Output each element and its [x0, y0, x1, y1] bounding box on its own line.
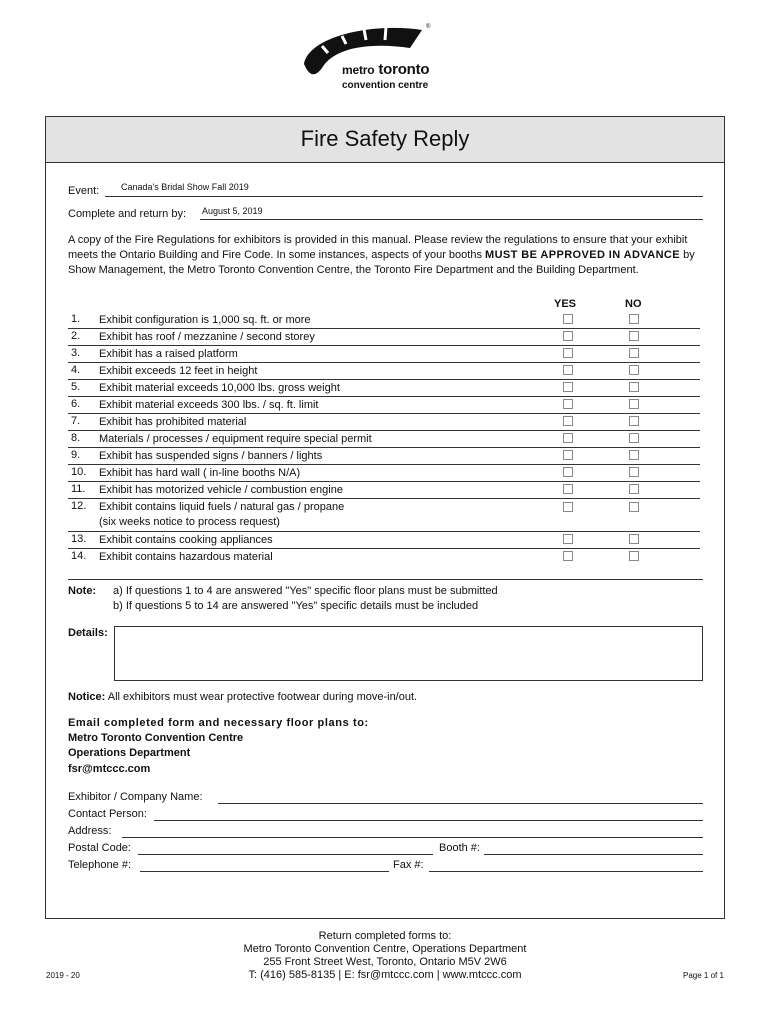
logo-toronto: toronto	[378, 61, 430, 78]
question-row-2	[68, 329, 700, 346]
complete-by-value: August 5, 2019	[202, 206, 263, 216]
event-value: Canada's Bridal Show Fall 2019	[121, 182, 249, 192]
no-checkbox[interactable]	[629, 348, 639, 358]
no-checkbox[interactable]	[629, 416, 639, 426]
question-text: Materials / processes / equipment require special permit	[99, 433, 372, 445]
page-title: Fire Safety Reply	[300, 126, 470, 151]
notice-label: Notice:	[68, 691, 106, 703]
footer-line-2: Metro Toronto Convention Centre, Operations Department	[243, 943, 527, 955]
question-row-9	[68, 448, 700, 465]
question-row-1	[68, 312, 700, 329]
booth-label: Booth #:	[439, 842, 480, 854]
booth-field[interactable]	[484, 841, 703, 855]
yes-checkbox[interactable]	[563, 416, 573, 426]
phone-field[interactable]	[140, 858, 389, 872]
note-b: b) If questions 5 to 14 are answered "Yes" specific details must be included	[113, 600, 479, 612]
email-org: Metro Toronto Convention Centre	[68, 732, 244, 744]
footer-line-4: T: (416) 585-8135 | E: fsr@mtccc.com | www.mtccc.com	[248, 969, 522, 981]
contact-label: Contact Person:	[68, 808, 147, 820]
intro-bold-2: APPROVED IN ADVANCE	[540, 249, 681, 261]
yes-checkbox[interactable]	[563, 365, 573, 375]
yes-checkbox[interactable]	[563, 551, 573, 561]
intro-text-1: A copy of the Fire Regulations for exhibitors is provided in this manual. Please review the regulations to ensure that your exhibit meets the Ontario Building and Fire Code. In some instances, aspects of your booths	[68, 234, 688, 261]
yes-checkbox[interactable]	[563, 467, 573, 477]
question-row-6	[68, 397, 700, 414]
address-field[interactable]	[122, 824, 703, 838]
question-number: 7.	[71, 415, 81, 427]
question-row-8	[68, 431, 700, 448]
contact-field[interactable]	[154, 807, 703, 821]
question-text: Exhibit material exceeds 300 lbs. / sq. ft. limit	[99, 399, 319, 411]
question-text: Exhibit has motorized vehicle / combustion engine	[99, 484, 343, 496]
intro-bold-1: MUST BE	[485, 249, 538, 261]
question-text: Exhibit material exceeds 10,000 lbs. gross weight	[99, 382, 340, 394]
page-number: Page 1 of 1	[683, 971, 724, 980]
yes-checkbox[interactable]	[563, 399, 573, 409]
question-number: 3.	[71, 347, 81, 359]
phone-label: Telephone #:	[68, 859, 131, 871]
yes-checkbox[interactable]	[563, 502, 573, 512]
yes-checkbox[interactable]	[563, 484, 573, 494]
question-row-5	[68, 380, 700, 397]
fax-label: Fax #:	[393, 859, 424, 871]
no-checkbox[interactable]	[629, 382, 639, 392]
complete-by-label: Complete and return by:	[68, 208, 187, 220]
question-row-14	[68, 549, 700, 566]
question-text: Exhibit has hard wall ( in-line booths N/A)	[99, 467, 301, 479]
no-checkbox[interactable]	[629, 450, 639, 460]
question-row-7	[68, 414, 700, 431]
no-checkbox[interactable]	[629, 331, 639, 341]
no-checkbox[interactable]	[629, 484, 639, 494]
title-bar	[46, 117, 724, 163]
no-checkbox[interactable]	[629, 467, 639, 477]
intro-text-2: by Show Management, the Metro Toronto Convention Centre, the Toronto Fire Department and the Building Department.	[68, 249, 695, 276]
no-checkbox[interactable]	[629, 502, 639, 512]
yes-checkbox[interactable]	[563, 534, 573, 544]
logo-line-1	[342, 61, 429, 78]
email-address[interactable]: fsr@mtccc.com	[68, 763, 151, 775]
registered-mark: ®	[426, 24, 431, 30]
notice	[68, 691, 417, 703]
note-a: a) If questions 1 to 4 are answered "Yes" specific floor plans must be submitted	[113, 585, 498, 597]
exhibitor-label: Exhibitor / Company Name:	[68, 791, 203, 803]
question-text: Exhibit exceeds 12 feet in height	[99, 365, 258, 377]
question-text: Exhibit contains cooking appliances	[99, 534, 273, 546]
question-row-3	[68, 346, 700, 363]
footer-line-1: Return completed forms to:	[318, 930, 452, 942]
email-heading: Email completed form and necessary floor plans to:	[68, 717, 369, 729]
question-number: 6.	[71, 398, 81, 410]
question-number: 11.	[71, 483, 86, 495]
question-text: Exhibit has suspended signs / banners / lights	[99, 450, 323, 462]
postal-field[interactable]	[138, 841, 433, 855]
question-row-4	[68, 363, 700, 380]
details-textarea[interactable]	[114, 626, 703, 681]
no-header: NO	[625, 298, 642, 310]
version-label: 2019 - 20	[46, 971, 80, 980]
no-checkbox[interactable]	[629, 399, 639, 409]
question-number: 8.	[71, 432, 81, 444]
question-number: 13.	[71, 533, 87, 545]
intro-paragraph	[68, 233, 703, 278]
question-row-10	[68, 465, 700, 482]
yes-checkbox[interactable]	[563, 314, 573, 324]
logo-metro: metro	[342, 63, 375, 77]
details-label: Details:	[68, 627, 108, 639]
question-number: 4.	[71, 364, 81, 376]
question-text: Exhibit has roof / mezzanine / second storey	[99, 331, 315, 343]
no-checkbox[interactable]	[629, 433, 639, 443]
email-dept: Operations Department	[68, 747, 191, 759]
complete-by-field[interactable]	[200, 206, 703, 220]
yes-checkbox[interactable]	[563, 382, 573, 392]
note-label: Note:	[68, 585, 97, 597]
logo-line-2: convention centre	[342, 80, 429, 91]
mtcc-logo	[298, 18, 478, 96]
question-subtext: (six weeks notice to process request)	[99, 516, 280, 528]
question-number: 1.	[71, 313, 81, 325]
yes-checkbox[interactable]	[563, 450, 573, 460]
notice-text: All exhibitors must wear protective footwear during move-in/out.	[105, 691, 418, 703]
yes-checkbox[interactable]	[563, 433, 573, 443]
section-divider	[68, 579, 703, 580]
address-label: Address:	[68, 825, 112, 837]
fax-field[interactable]	[429, 858, 703, 872]
question-number: 14.	[71, 550, 87, 562]
question-row-13	[68, 532, 700, 549]
question-text: Exhibit has a raised platform	[99, 348, 238, 360]
no-checkbox[interactable]	[629, 365, 639, 375]
yes-checkbox[interactable]	[563, 348, 573, 358]
no-checkbox[interactable]	[629, 534, 639, 544]
question-number: 2.	[71, 330, 81, 342]
event-label: Event:	[68, 185, 100, 197]
footer-line-3: 255 Front Street West, Toronto, Ontario M5V 2W6	[263, 956, 507, 968]
question-text: Exhibit has prohibited material	[99, 416, 247, 428]
question-number: 5.	[71, 381, 81, 393]
no-checkbox[interactable]	[629, 314, 639, 324]
yes-header: YES	[554, 298, 577, 310]
question-row-11	[68, 482, 700, 499]
question-text: Exhibit contains hazardous material	[99, 551, 273, 563]
no-checkbox[interactable]	[629, 551, 639, 561]
yes-checkbox[interactable]	[563, 331, 573, 341]
question-number: 12.	[71, 500, 87, 512]
exhibitor-field[interactable]	[218, 790, 703, 804]
question-row-12	[68, 499, 700, 532]
question-number: 9.	[71, 449, 81, 461]
form-frame	[45, 116, 725, 919]
question-text: Exhibit configuration is 1,000 sq. ft. or more	[99, 314, 311, 326]
question-number: 10.	[71, 466, 87, 478]
postal-label: Postal Code:	[68, 842, 131, 854]
question-text: Exhibit contains liquid fuels / natural gas / propane	[99, 501, 345, 513]
